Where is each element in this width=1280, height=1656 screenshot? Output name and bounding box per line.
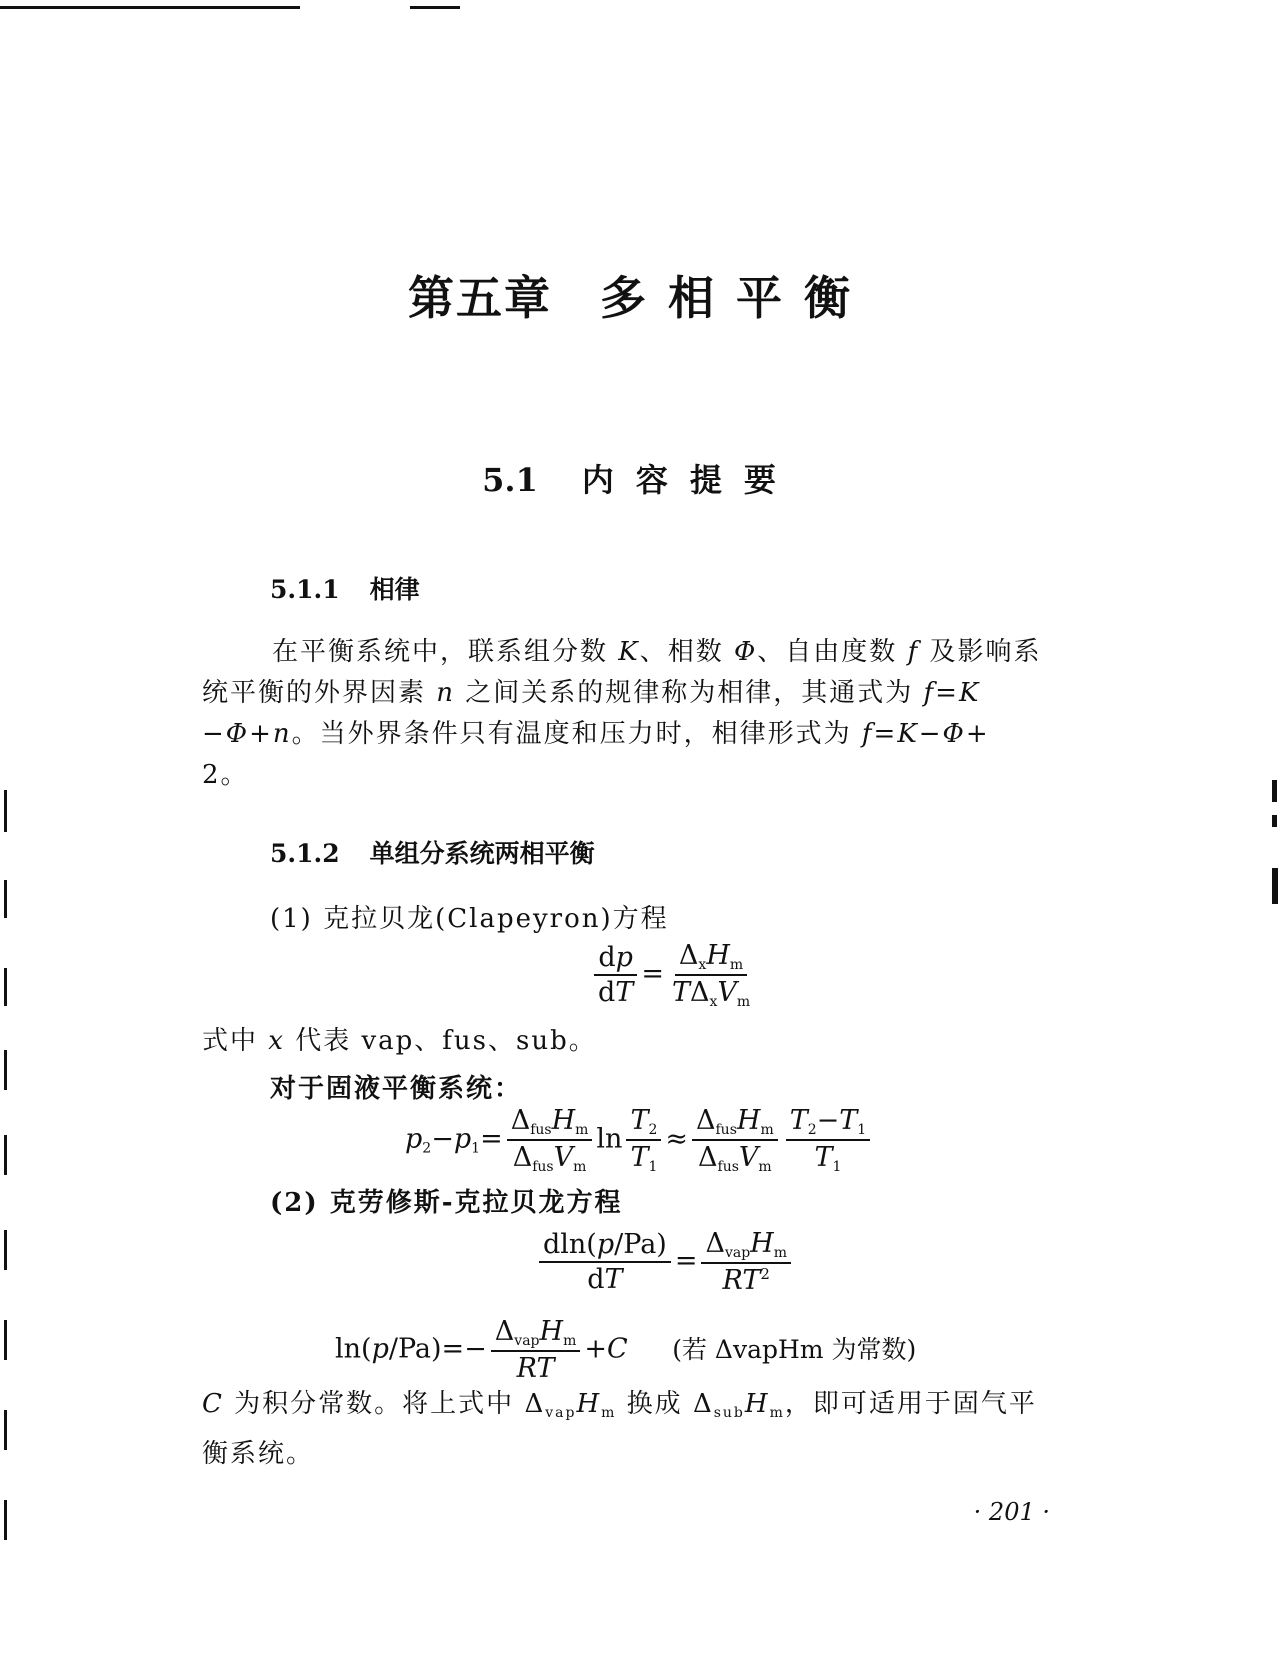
text: 衡系统。	[202, 1439, 315, 1469]
item-clausius-clapeyron: (2) 克劳修斯-克拉贝龙方程	[270, 1188, 623, 1218]
text: 为积分常数。将上式中	[223, 1389, 525, 1419]
text: 代表 vap、fus、sub。	[284, 1026, 597, 1056]
scan-margin-mark	[1272, 815, 1277, 827]
equation-solid-liquid: $p_2-p_1=$ $\frac{\Delta_{fus}H_m}{\Delta_{fus}V_m}$ ln $\frac{T_2}{T_1}$ ≈ $\frac{\Delta_{fus}H_m}{\Delta_{fus}V_m}$ $\frac{T_2-T_1}{T_1}$	[405, 1105, 874, 1175]
fraction: $\frac{dp}{dT}$	[594, 942, 637, 1008]
item-clapeyron: (1) 克拉贝龙(Clapeyron)方程	[270, 904, 669, 934]
formula-general: f=K	[923, 678, 981, 708]
equation-condition: (若 ΔvapHm 为常数)	[672, 1334, 917, 1364]
text: 换成	[616, 1389, 693, 1419]
scan-margin-mark	[4, 968, 7, 1006]
formula-specific: f=K−Φ+	[861, 719, 990, 749]
equation-clausius-clapeyron: $\frac{dln(p/Pa)}{dT}$ = $\frac{\Delta_{vap}H_m}{RT^2}$	[535, 1228, 795, 1296]
solid-liquid-label: 对于固液平衡系统：	[270, 1074, 523, 1104]
top-rule-fragment	[410, 6, 460, 9]
symbol-K: K	[618, 637, 640, 667]
text: 及影响系	[919, 637, 1042, 667]
closing-paragraph: C 为积分常数。将上式中 $\Delta_{vap}H_m$ 换成 $\Delta_{sub}H_m$，即可适用于固气平 衡系统。	[202, 1389, 1037, 1469]
section-title	[0, 455, 1280, 501]
section-number: 5.1	[482, 461, 538, 499]
scan-margin-mark	[4, 1410, 7, 1450]
note-x	[202, 1020, 597, 1057]
symbol-n: n	[436, 678, 456, 708]
text: 、相数	[639, 637, 734, 667]
subsection-number: 5.1.1	[270, 575, 340, 604]
chapter-title	[0, 262, 1280, 328]
subsection-title: 单组分系统两相平衡	[369, 839, 595, 868]
scan-margin-mark	[4, 880, 7, 918]
symbol-phi: Φ	[733, 637, 758, 667]
chapter-number: 第五章	[408, 271, 552, 325]
scan-margin-mark	[1272, 868, 1278, 904]
text: 统平衡的外界因素	[202, 678, 437, 708]
text: 式中	[202, 1026, 269, 1056]
subsection-heading	[270, 570, 420, 606]
text: 2。	[202, 760, 249, 790]
scan-margin-mark	[4, 1500, 7, 1540]
symbol-x: x	[268, 1026, 285, 1056]
equation-clapeyron: $\frac{dp}{dT}$ = $\frac{\Delta_xH_m}{T\Delta_xV_m}$	[590, 940, 758, 1010]
symbol-f: f	[907, 637, 920, 667]
scan-margin-mark	[1272, 780, 1277, 802]
phase-rule-paragraph	[202, 632, 1158, 796]
text: 在平衡系统中，联系组分数	[272, 637, 619, 667]
text: ，即可适用于固气平	[784, 1389, 1037, 1419]
text: 。当外界条件只有温度和压力时，相律形式为	[291, 719, 862, 749]
section-name: 内容提要	[581, 461, 798, 499]
chapter-name: 多相平衡	[600, 271, 872, 325]
text: 、自由度数	[757, 637, 908, 667]
page-number: · 201 ·	[973, 1498, 1050, 1526]
fraction: $\frac{\Delta_xH_m}{T\Delta_xV_m}$	[671, 940, 751, 1010]
subsection-title: 相律	[369, 575, 420, 604]
subsection-number: 5.1.2	[270, 839, 340, 868]
scan-margin-mark	[4, 1050, 7, 1090]
text: 之间关系的规律称为相律，其通式为	[455, 678, 924, 708]
scan-margin-mark	[4, 790, 7, 832]
scan-margin-mark	[4, 1135, 7, 1175]
formula-general-cont: −Φ+n	[202, 719, 292, 749]
scan-margin-mark	[4, 1320, 7, 1360]
equation-integrated: ln(p/Pa)=− $\frac{\Delta_{vap}H_m}{RT}$ +C (若 ΔvapHm 为常数)	[335, 1316, 917, 1384]
top-rule	[0, 6, 300, 9]
subsection-heading	[270, 834, 595, 870]
scan-margin-mark	[4, 1230, 7, 1270]
